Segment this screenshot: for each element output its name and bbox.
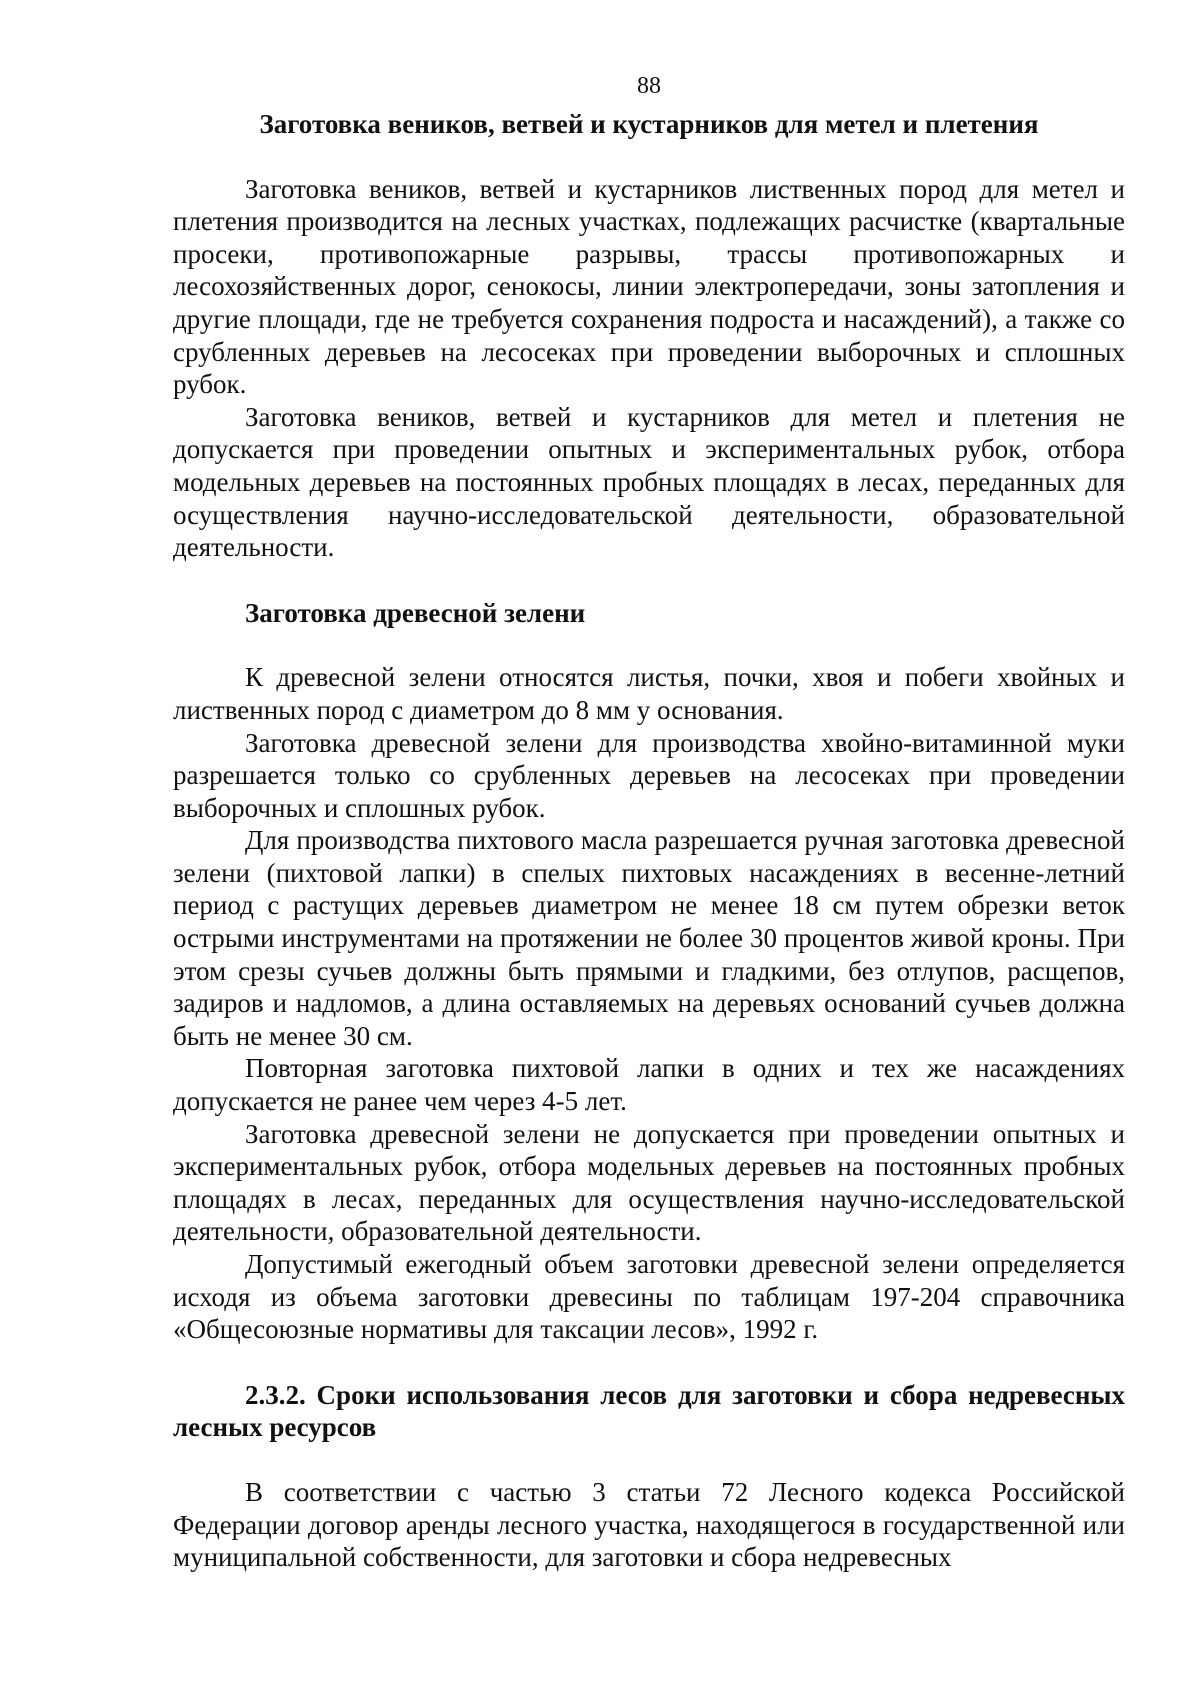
page-number: 88	[637, 73, 661, 99]
paragraph-terms-1: В соответствии с частью 3 статьи 72 Лесного кодекса Российской Федерации договор аренды лесного участка, находящегося в государственной или муниципальной собственности, для заготовки и сбора недревесных	[173, 1476, 1125, 1573]
paragraph-greenery-1: К древесной зелени относятся листья, почки, хвоя и побеги хвойных и лиственных пород с диаметром до 8 мм у основания.	[173, 662, 1125, 725]
section-heading-greenery: Заготовка древесной зелени	[245, 597, 586, 628]
section-heading-brooms: Заготовка веников, ветвей и кустарников для метел и плетения	[259, 109, 1039, 139]
paragraph-greenery-2: Заготовка древесной зелени для производства хвойно-витаминной муки разрешается только со срубленных деревьев на лесосеках при проведении выборочных и сплошных рубок.	[173, 727, 1125, 823]
paragraph-brooms-2: Заготовка веников, ветвей и кустарников для метел и плетения не допускается при проведении опытных и экспериментальных рубок, отбора модельных деревьев на постоянных пробных площадях в лесах, переданных для осуществления научно-исследовательской деятельности, образовательной деятельности.	[173, 401, 1125, 563]
paragraph-greenery-6: Допустимый ежегодный объем заготовки древесной зелени определяется исходя из объема заготовки древесины по таблицам 197-204 справочника «Общесоюзные нормативы для таксации лесов», 1992 г.	[173, 1249, 1125, 1345]
paragraph-greenery-5: Заготовка древесной зелени не допускается при проведении опытных и экспериментальных рубок, отбора модельных деревьев на постоянных пробных площадях в лесах, переданных для осуществления научно-исследовательской деятельности, образовательной деятельности.	[173, 1118, 1125, 1247]
paragraph-brooms-1: Заготовка веников, ветвей и кустарников лиственных пород для метел и плетения производится на лесных участках, подлежащих расчистке (квартальные просеки, противопожарные разрывы, трассы противопожарных и лесохозяйственных дорог, сенокосы, линии электропередачи, зоны затопления и другие площади, где не требуется сохранения подроста и насаждений), а также со срубленных деревьев на лесосеках при проведении выборочных и сплошных рубок.	[173, 173, 1125, 400]
section-heading-terms: 2.3.2. Сроки использования лесов для заготовки и сбора недревесных лесных ресурсов	[173, 1379, 1125, 1443]
paragraph-greenery-3: Для производства пихтового масла разрешается ручная заготовка древесной зелени (пихтовой лапки) в спелых пихтовых насаждениях в весенне-летний период с растущих деревьев диаметром не менее 18 см путем обрезки веток острыми инструментами на протяжении не более 30 процентов живой кроны. При этом срезы сучьев должны быть прямыми и гладкими, без отлупов, расщепов, задиров и надломов, а длина оставляемых на деревьях оснований сучьев должна быть не менее 30 см.	[173, 825, 1125, 1051]
paragraph-greenery-4: Повторная заготовка пихтовой лапки в одних и тех же насаждениях допускается не ранее чем через 4-5 лет.	[173, 1053, 1125, 1117]
document-page	[173, 70, 1125, 1574]
